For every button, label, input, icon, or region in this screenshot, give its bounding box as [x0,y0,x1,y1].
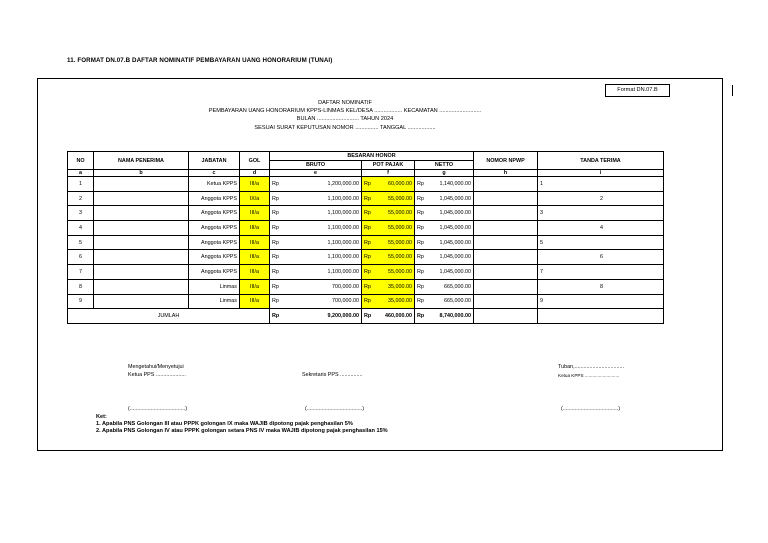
header-bruto: BRUTO [270,161,362,170]
currency-label: Rp [417,239,424,246]
cell-npwp [474,279,538,294]
amount: 1,045,000.00 [439,254,471,261]
currency-label: Rp [272,180,279,187]
cell-total-label [68,309,270,324]
amount: 665,000.00 [444,298,471,305]
row-no: 1 [79,180,82,187]
amount: 1,045,000.00 [439,224,471,231]
cell-netto [415,221,474,236]
currency-label: Rp [364,195,371,202]
currency-label: Rp [364,210,371,217]
total-label: JUMLAH [157,313,180,320]
cell-nama [94,191,189,206]
table-row [68,294,664,309]
currency-label: Rp [272,210,279,217]
sig-left-line1: Mengetahui/Menyetujui [128,364,184,370]
currency-label: Rp [417,180,424,187]
amount: 1,100,000.00 [327,239,359,246]
cell-tanda [538,206,664,221]
amount: 9,200,000.00 [327,313,359,320]
cell-npwp [474,235,538,250]
row-gol: III/a [250,210,259,217]
header-besaran: BESARAN HONOR [270,152,474,161]
cell-pot [362,279,415,294]
cell-gol [240,191,270,206]
row-gol: III/a [250,239,259,246]
letter-cell: i [538,170,664,177]
table-row [68,250,664,265]
currency-label: Rp [272,254,279,261]
sign-number: 5 [540,239,543,246]
currency-label: Rp [364,268,371,275]
cell-no [68,279,94,294]
table-row [68,206,664,221]
note-item: 2. Apabila PNS Golongan IV atau PPPK golongan setara PNS IV maka WAJIB dipotong pajak penghasilan 15% [96,428,388,435]
cell-gol [240,250,270,265]
currency-label: Rp [364,283,371,290]
amount: 700,000.00 [332,298,359,305]
header-pot: POT PAJAK [362,161,415,170]
amount: 55,000.00 [388,224,412,231]
amount: 1,100,000.00 [327,254,359,261]
cell-npwp [474,265,538,280]
cell-pot [362,294,415,309]
cell-netto [415,250,474,265]
header-gol: GOL [240,152,270,170]
cell-tanda [538,279,664,294]
cell-gol [240,177,270,192]
cell-pot [362,221,415,236]
amount: 35,000.00 [388,298,412,305]
cell-pot [362,191,415,206]
cell-no [68,265,94,280]
currency-label: Rp [417,210,424,217]
cell-pot [362,265,415,280]
amount: 8,740,000.00 [439,313,471,320]
row-no: 8 [79,283,82,290]
cell-jabatan [189,235,240,250]
row-gol: III/a [250,298,259,305]
cell-no [68,250,94,265]
cell-no [68,235,94,250]
cell-bruto [270,191,362,206]
amount: 1,200,000.00 [327,180,359,187]
cell-nama [94,206,189,221]
title-line: SESUAI SURAT KEPUTUSAN NOMOR ............... TANGGAL .................. [254,124,436,131]
cell-jabatan [189,191,240,206]
header-nama: NAMA PENERIMA [94,152,189,170]
format-label-box: Format DN.07.B [605,84,670,97]
cell-no [68,294,94,309]
row-no: 5 [79,239,82,246]
sig-right-blank: (.....................................) [561,406,621,412]
cell-npwp [474,250,538,265]
cell-gol [240,206,270,221]
amount: 55,000.00 [388,195,412,202]
sign-number: 7 [540,268,543,275]
row-no: 9 [79,298,82,305]
amount: 665,000.00 [444,283,471,290]
letter-cell: c [189,170,240,177]
cell-tanda [538,250,664,265]
notes-label: Ket: [96,414,107,420]
sign-number: 9 [540,298,543,305]
row-jabatan: Linmas [219,298,237,305]
row-no: 4 [79,224,82,231]
cell-total-pot [362,309,415,324]
row-no: 2 [79,195,82,202]
sig-right-line1: Tuban,................................. [558,364,625,370]
cell-gol [240,221,270,236]
cell-bruto [270,177,362,192]
amount: 460,000.00 [385,313,412,320]
amount: 1,100,000.00 [327,224,359,231]
row-gol: III/a [250,180,259,187]
amount: 1,045,000.00 [439,268,471,275]
signature-right [558,364,624,379]
row-no: 3 [79,210,82,217]
cell-bruto [270,279,362,294]
letter-cell: b [94,170,189,177]
amount: 1,140,000.00 [439,180,471,187]
cell-tanda [538,294,664,309]
signature-left [128,364,186,379]
currency-label: Rp [364,180,371,187]
row-gol: IX/a [249,195,260,202]
title-line: BULAN ........................... TAHUN 2024 [296,116,394,123]
cell-netto [415,235,474,250]
cell-no [68,191,94,206]
currency-label: Rp [364,239,371,246]
row-jabatan: Ketua KPPS [207,180,237,187]
cell-total-tanda [538,309,664,324]
cell-nama [94,177,189,192]
cell-jabatan [189,250,240,265]
sign-number: 6 [600,254,603,261]
cell-bruto [270,250,362,265]
row-jabatan: Anggota KPPS [201,224,237,231]
cell-bruto [270,294,362,309]
amount: 1,045,000.00 [439,195,471,202]
table-row [68,235,664,250]
amount: 35,000.00 [388,283,412,290]
total-row [68,309,664,324]
amount: 1,100,000.00 [327,195,359,202]
cell-nama [94,235,189,250]
table-row [68,221,664,236]
sig-left-blank: (.....................................) [128,406,188,412]
currency-label: Rp [272,268,279,275]
row-gol: III/a [250,283,259,290]
currency-label: Rp [417,298,424,305]
amount: 1,100,000.00 [327,210,359,217]
cell-no [68,177,94,192]
cell-tanda [538,265,664,280]
cell-no [68,221,94,236]
header-tanda: TANDA TERIMA [538,152,664,170]
cell-tanda [538,191,664,206]
header-jabatan: JABATAN [189,152,240,170]
cell-pot [362,250,415,265]
cell-jabatan [189,279,240,294]
row-jabatan: Anggota KPPS [201,195,237,202]
cell-bruto [270,265,362,280]
row-no: 6 [79,254,82,261]
cell-gol [240,235,270,250]
sign-number: 8 [600,283,603,290]
cell-npwp [474,177,538,192]
cell-pot [362,206,415,221]
currency-label: Rp [417,254,424,261]
row-gol: III/a [250,224,259,231]
currency-label: Rp [272,239,279,246]
sign-number: 4 [600,224,603,231]
currency-label: Rp [417,283,424,290]
currency-label: Rp [272,313,280,320]
sig-middle-line1: Sekretaris PPS ............... [302,372,363,378]
letter-cell: f [362,170,415,177]
cell-npwp [474,206,538,221]
cell-total-bruto [270,309,362,324]
sign-number: 3 [540,210,543,217]
cell-nama [94,250,189,265]
note-item: 1. Apabila PNS Golongan III atau PPPK golongan IX maka WAJIB dipotong pajak penghasilan 5% [96,421,353,428]
cell-jabatan [189,177,240,192]
cell-netto [415,177,474,192]
cell-total-npwp [474,309,538,324]
sig-right-line2: Ketua KPPS ........................... [558,372,620,378]
currency-label: Rp [364,224,371,231]
cell-nama [94,265,189,280]
header-npwp: NOMOR NPWP [474,152,538,170]
currency-label: Rp [272,298,279,305]
amount: 700,000.00 [332,283,359,290]
cell-jabatan [189,265,240,280]
table-row [68,265,664,280]
currency-label: Rp [364,313,372,320]
cell-jabatan [189,206,240,221]
header-no: NO [68,152,94,170]
cell-npwp [474,294,538,309]
sign-number: 1 [540,180,543,187]
row-jabatan: Anggota KPPS [201,239,237,246]
cell-tanda [538,235,664,250]
currency-label: Rp [417,224,424,231]
cell-bruto [270,235,362,250]
cell-bruto [270,206,362,221]
amount: 55,000.00 [388,239,412,246]
cell-nama [94,221,189,236]
title-line: DAFTAR NOMINATIF [318,100,372,106]
letter-cell: g [415,170,474,177]
cell-jabatan [189,294,240,309]
title-line: PEMBAYARAN UANG HONORARIUM KPPS-LINMAS KEL/DESA .................. KECAMATAN ........................... [208,108,482,115]
letter-cell: h [474,170,538,177]
header-netto: NETTO [415,161,474,170]
row-jabatan: Anggota KPPS [201,210,237,217]
row-no: 7 [79,268,82,275]
currency-label: Rp [364,254,371,261]
cell-npwp [474,221,538,236]
cell-pot [362,177,415,192]
honor-table [67,151,664,324]
cell-total-netto [415,309,474,324]
row-gol: III/a [250,268,259,275]
cell-nama [94,279,189,294]
table-row [68,279,664,294]
amount: 1,045,000.00 [439,239,471,246]
text-cursor [732,85,733,96]
amount: 55,000.00 [388,268,412,275]
row-jabatan: Anggota KPPS [201,268,237,275]
row-jabatan: Anggota KPPS [201,254,237,261]
currency-label: Rp [417,313,425,320]
title-block [150,99,540,132]
letter-cell: a [68,170,94,177]
letter-cell: e [270,170,362,177]
cell-netto [415,279,474,294]
cell-pot [362,235,415,250]
cell-npwp [474,191,538,206]
cell-gol [240,265,270,280]
cell-jabatan [189,221,240,236]
currency-label: Rp [417,195,424,202]
cell-netto [415,206,474,221]
notes-block [96,414,388,436]
currency-label: Rp [272,195,279,202]
cell-netto [415,265,474,280]
sign-number: 2 [600,195,603,202]
row-gol: III/a [250,254,259,261]
currency-label: Rp [364,298,371,305]
cell-gol [240,279,270,294]
currency-label: Rp [417,268,424,275]
cell-bruto [270,221,362,236]
cell-nama [94,294,189,309]
currency-label: Rp [272,283,279,290]
letter-cell: d [240,170,270,177]
sig-left-line2: Ketua PPS .................... [128,371,186,378]
table-row [68,191,664,206]
sig-middle-blank: (.....................................) [305,406,365,412]
amount: 1,100,000.00 [327,268,359,275]
cell-tanda [538,221,664,236]
row-jabatan: Linmas [219,283,237,290]
table-row [68,177,664,192]
cell-gol [240,294,270,309]
amount: 1,045,000.00 [439,210,471,217]
currency-label: Rp [272,224,279,231]
cell-netto [415,191,474,206]
column-letter-row [68,170,664,177]
document-heading: 11. FORMAT DN.07.B DAFTAR NOMINATIF PEMBAYARAN UANG HONORARIUM (TUNAI) [67,57,333,64]
amount: 55,000.00 [388,254,412,261]
cell-no [68,206,94,221]
cell-netto [415,294,474,309]
amount: 55,000.00 [388,210,412,217]
amount: 60,000.00 [388,180,412,187]
cell-tanda [538,177,664,192]
